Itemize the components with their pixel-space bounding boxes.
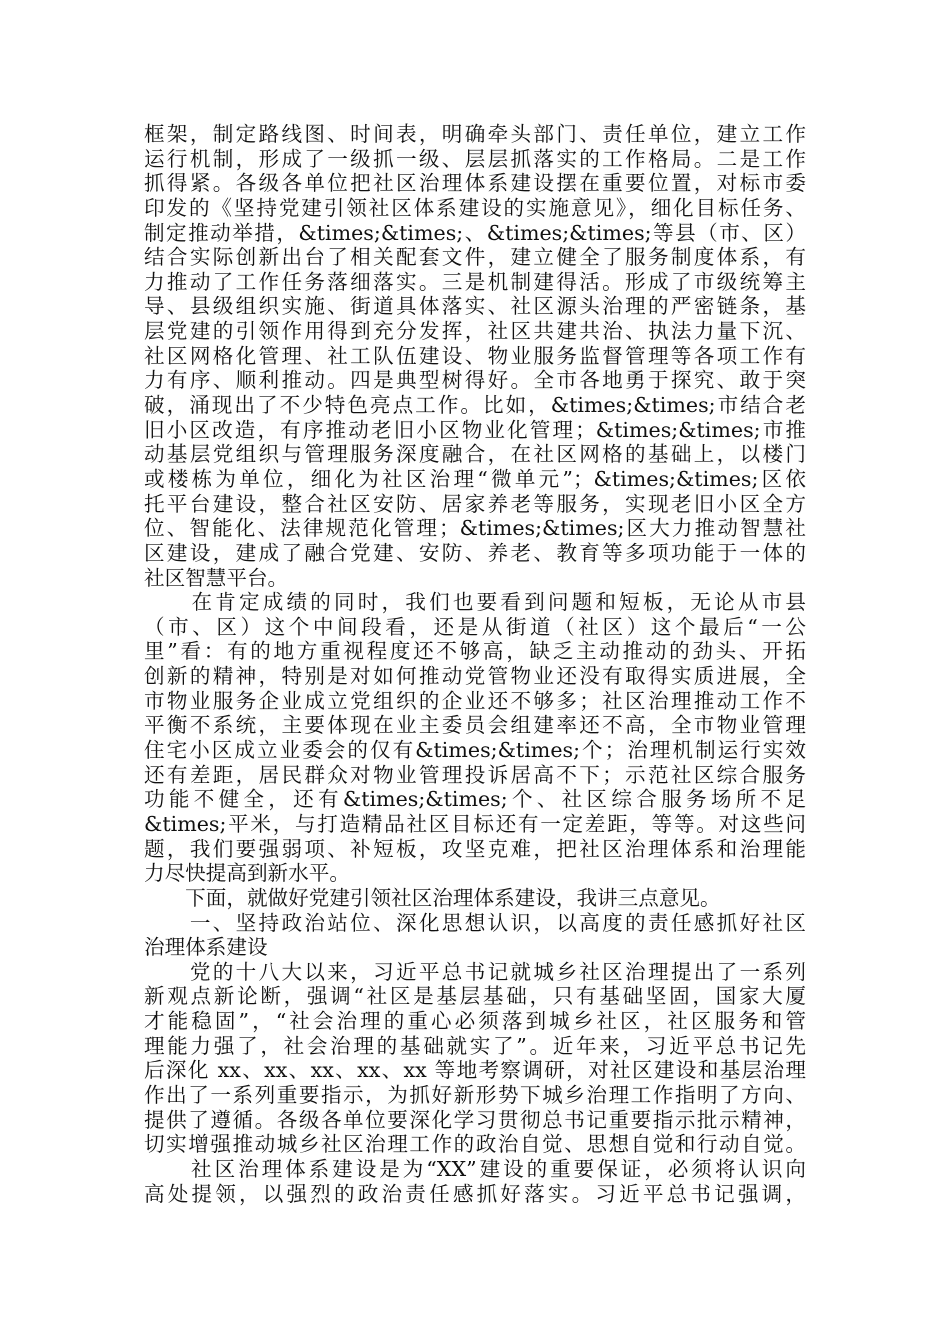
text-line: 后深化 xx、xx、xx、xx、xx 等地考察调研，对社区建设和基层治理 [144, 1058, 806, 1083]
text-line: 市物业服务企业成立党组织的企业还不够多；社区治理推动工作不 [144, 688, 806, 713]
text-line: 动基层党组织与管理服务深度融合，在社区网格的基础上，以楼门 [144, 442, 806, 467]
text-line: 党的十八大以来，习近平总书记就城乡社区治理提出了一系列 [144, 959, 806, 984]
text-line: 才能稳固”，“社会治理的重心必须落到城乡社区，社区服务和管 [144, 1009, 806, 1034]
text-line: 创新的精神，特别是对如何推动党管物业还没有取得实质进展，全 [144, 664, 806, 689]
text-line: 结合实际创新出台了相关配套文件，建立健全了服务制度体系，有 [144, 245, 806, 270]
text-line: 力推动了工作任务落细落实。三是机制建得活。形成了市级统筹主 [144, 269, 806, 294]
text-line: 区建设，建成了融合党建、安防、养老、教育等多项功能于一体的 [144, 540, 806, 565]
text-line: 里”看：有的地方重视程度还不够高，缺乏主动推动的劲头、开拓 [144, 639, 806, 664]
text-line: 托平台建设，整合社区安防、居家养老等服务，实现老旧小区全方 [144, 491, 806, 516]
text-line: 力有序、顺利推动。四是典型树得好。全市各地勇于探究、敢于突 [144, 368, 806, 393]
text-line: &times;平米，与打造精品社区目标还有一定差距，等等。对这些问 [144, 811, 806, 836]
text-line: 制定推动举措，&times;&times;、&times;&times;等县（市、区） [144, 220, 806, 245]
text-line: 抓得紧。各级各单位把社区治理体系建设摆在重要位置，对标市委 [144, 171, 806, 196]
text-line: 社区治理体系建设是为“XX”建设的重要保证，必须将认识向 [144, 1156, 806, 1181]
text-line: 平衡不系统，主要体现在业主委员会组建率还不高，全市物业管理 [144, 713, 806, 738]
section-heading: 治理体系建设 [144, 935, 268, 960]
text-line: 破，涌现出了不少特色亮点工作。比如，&times;&times;市结合老 [144, 393, 806, 418]
text-line: 社区网格化管理、社工队伍建设、物业服务监督管理等各项工作有 [144, 343, 806, 368]
text-line: 提供了遵循。各级各单位要深化学习贯彻总书记重要指示批示精神， [144, 1107, 806, 1132]
text-line: 或楼栋为单位，细化为社区治理“微单元”；&times;&times;区依 [144, 466, 806, 491]
text-line: 题，我们要强弱项、补短板，攻坚克难，把社区治理体系和治理能 [144, 836, 806, 861]
text-line: 位、智能化、法律规范化管理；&times;&times;区大力推动智慧社 [144, 516, 806, 541]
text-line: 层党建的引领作用得到充分发挥，社区共建共治、执法力量下沉、 [144, 319, 806, 344]
text-line: 还有差距，居民群众对物业管理投诉居高不下；示范社区综合服务 [144, 762, 806, 787]
text-line: 力尽快提高到新水平。 [144, 861, 350, 886]
body-text [144, 122, 806, 1206]
text-line: 旧小区改造，有序推动老旧小区物业化管理；&times;&times;市推 [144, 417, 806, 442]
text-line: 导、县级组织实施、街道具体落实、社区源头治理的严密链条，基 [144, 294, 806, 319]
text-line: 印发的《坚持党建引领社区体系建设的实施意见》，细化目标任务、 [144, 195, 806, 220]
text-line: 高处提领，以强烈的政治责任感抓好落实。习近平总书记强调， [144, 1181, 806, 1206]
text-line: 新观点新论断，强调“社区是基层基础，只有基础坚固，国家大厦 [144, 984, 806, 1009]
text-line: 功能不健全，还有&times;&times;个、社区综合服务场所不足 [144, 787, 806, 812]
text-line: 在肯定成绩的同时，我们也要看到问题和短板，无论从市县 [144, 590, 806, 615]
text-line: 作出了一系列重要指示，为抓好新形势下城乡治理工作指明了方向、 [144, 1082, 806, 1107]
text-line: 下面，就做好党建引领社区治理体系建设，我讲三点意见。 [144, 885, 721, 910]
section-heading: 一、坚持政治站位、深化思想认识，以高度的责任感抓好社区 [144, 910, 806, 935]
text-line: （市、区）这个中间段看，还是从街道（社区）这个最后“一公 [144, 614, 806, 639]
text-line: 住宅小区成立业委会的仅有&times;&times;个；治理机制运行实效 [144, 738, 806, 763]
text-line: 运行机制，形成了一级抓一级、层层抓落实的工作格局。二是工作 [144, 146, 806, 171]
text-line: 社区智慧平台。 [144, 565, 289, 590]
text-line: 切实增强推动城乡社区治理工作的政治自觉、思想自觉和行动自觉。 [144, 1132, 806, 1157]
text-line: 框架，制定路线图、时间表，明确牵头部门、责任单位，建立工作 [144, 122, 806, 146]
text-line: 理能力强了，社会治理的基础就实了”。近年来，习近平总书记先 [144, 1033, 806, 1058]
